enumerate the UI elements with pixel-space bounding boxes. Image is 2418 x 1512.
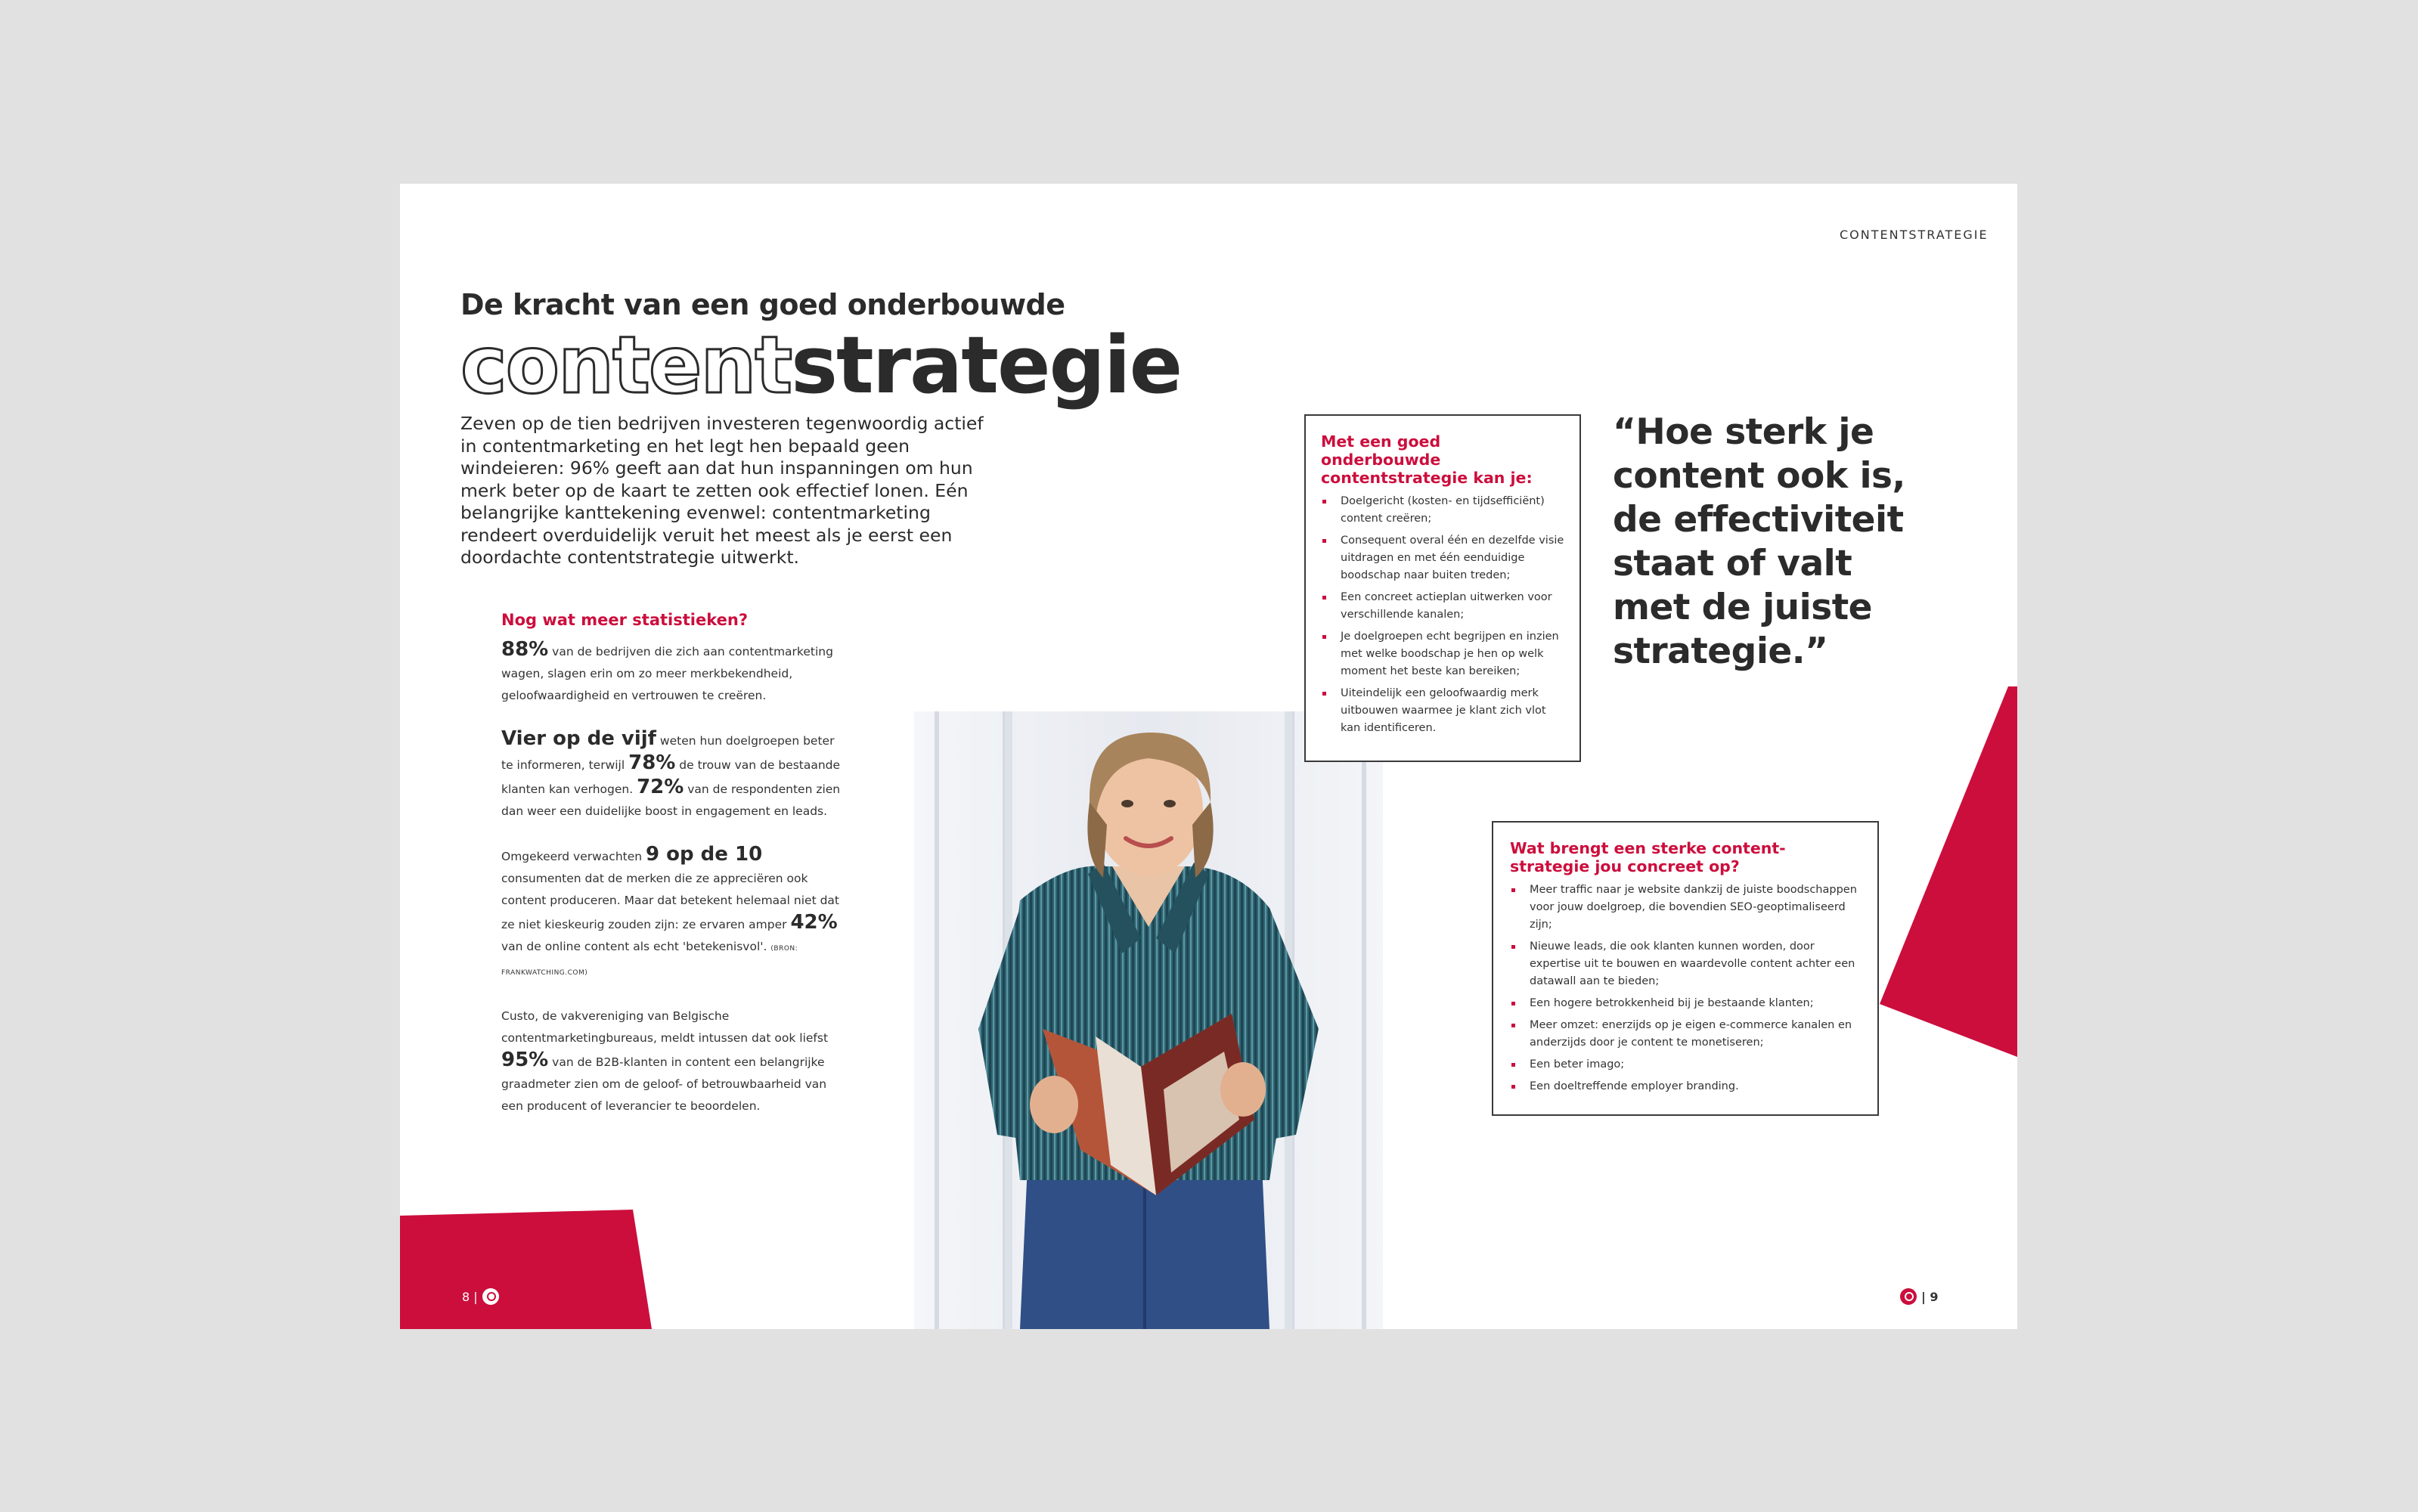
list-item: Consequent overal één en dezelfde visie uitdragen en met één eenduidige boodschap naar buiten treden; xyxy=(1321,532,1564,584)
list-item: Meer traffic naar je website dankzij de juiste boodschappen voor jouw doelgroep, die bovendien SEO-geoptimaliseerd zijn; xyxy=(1510,881,1861,934)
benefits-box-title: Met een goed onderbouwde contentstrategie kan je: xyxy=(1321,432,1533,487)
stat-78: 78% xyxy=(628,751,676,774)
section-label: CONTENTSTRATEGIE xyxy=(1840,228,1989,242)
source-note: (BRON: FRANKWATCHING.COM) xyxy=(501,945,798,977)
stat-text: van de respondenten zien dan weer een duidelijke boost in engagement en leads. xyxy=(501,782,841,818)
page-number-left-text: 8 | xyxy=(462,1289,478,1304)
list-item: Uiteindelijk een geloofwaardig merk uitbouwen waarmee je klant zich vlot kan identificeren. xyxy=(1321,685,1564,737)
results-box xyxy=(1492,821,1879,1116)
stats-heading: Nog wat meer statistieken? xyxy=(501,611,749,629)
results-box-title: Wat brengt een sterke content-strategie jou concreet op? xyxy=(1510,839,1786,875)
list-item: Een beter imago; xyxy=(1510,1056,1861,1074)
benefits-box xyxy=(1304,414,1581,762)
stats-paragraph-3 xyxy=(501,844,842,984)
brand-logo-icon xyxy=(1900,1288,1917,1305)
stat-9-op-10: 9 op de 10 xyxy=(646,843,763,866)
red-shape-bottom-left xyxy=(400,1210,652,1329)
stats-block xyxy=(501,609,842,1139)
stat-42: 42% xyxy=(790,911,838,934)
stat-88: 88% xyxy=(501,638,549,661)
stat-text: weten hun doelgroepen beter te informeren, terwijl xyxy=(501,734,835,772)
list-item: Een concreet actieplan uitwerken voor verschillende kanalen; xyxy=(1321,589,1564,624)
page-title xyxy=(460,319,1182,411)
title-kicker: De kracht van een goed onderbouwde xyxy=(460,288,1065,321)
page-number-left xyxy=(462,1288,499,1305)
results-list xyxy=(1510,881,1861,1095)
pull-quote: “Hoe sterk je content ook is, de effectiviteit staat of valt met de juiste strategie.” xyxy=(1613,411,1905,672)
stat-text: Omgekeerd verwachten xyxy=(501,850,646,863)
brand-logo-icon xyxy=(482,1288,499,1305)
list-item: Meer omzet: enerzijds op je eigen e-commerce kanalen en anderzijds door je content te monetiseren; xyxy=(1510,1017,1861,1052)
stat-72: 72% xyxy=(637,776,684,798)
stat-text: Custo, de vakvereniging van Belgische contentmarketingbureaus, meldt intussen dat ook liefst xyxy=(501,1009,829,1045)
stat-text: van de bedrijven die zich aan contentmarketing wagen, slagen erin om zo meer merkbekendheid, geloofwaardigheid en vertrouwen te creëren. xyxy=(501,645,833,702)
page-number-right xyxy=(1900,1288,1939,1305)
stats-paragraph-2 xyxy=(501,728,842,823)
stat-text: de trouw van de bestaande klanten kan verhogen. xyxy=(501,758,841,796)
stat-text: van de B2B-klanten in content een belangrijke graadmeter zien om de geloof- of betrouwbaarheid van een producent of leverancier te beoordelen. xyxy=(501,1055,827,1113)
red-shape-right xyxy=(1880,686,2017,1057)
portrait-illustration xyxy=(914,711,1383,1329)
stat-text: van de online content als echt 'betekenisvol'. xyxy=(501,940,771,953)
portrait-photo xyxy=(914,711,1383,1329)
list-item: Een hogere betrokkenheid bij je bestaande klanten; xyxy=(1510,995,1861,1012)
stat-vier-op-vijf: Vier op de vijf xyxy=(501,727,656,750)
intro-paragraph: Zeven op de tien bedrijven investeren tegenwoordig actief in contentmarketing en het legt hen bepaald geen windeieren: 96% geeft aan dat hun inspanningen om hun merk beter op de kaart te zetten ook effectief lonen. Eén belangrijke kanttekening evenwel: contentmarketing rendeert overduidelijk veruit het meest als je eerst een doordachte contentstrategie uitwerkt. xyxy=(460,413,984,568)
stat-text: consumenten dat de merken die ze appreciëren ook content produceren. Maar dat betekent helemaal niet dat ze niet kieskeurig zouden zijn: ze ervaren amper xyxy=(501,872,839,931)
list-item: Nieuwe leads, die ook klanten kunnen worden, door expertise uit te bouwen en waardevolle content achter een datawall aan te bieden; xyxy=(1510,938,1861,990)
list-item: Je doelgroepen echt begrijpen en inzien met welke boodschap je hen op welk moment het beste kan bereiken; xyxy=(1321,628,1564,680)
page-number-right-text: | 9 xyxy=(1921,1289,1939,1304)
stats-paragraph-4 xyxy=(501,1005,842,1117)
list-item: Een doeltreffende employer branding. xyxy=(1510,1078,1861,1095)
stat-95: 95% xyxy=(501,1049,549,1071)
list-item: Doelgericht (kosten- en tijdsefficiënt) content creëren; xyxy=(1321,493,1564,528)
stats-paragraph-1 xyxy=(501,639,842,707)
title-solid-part: strategie xyxy=(791,319,1182,411)
magazine-spread xyxy=(400,184,2017,1329)
benefits-list xyxy=(1321,493,1564,737)
title-outline-part: content xyxy=(460,319,792,411)
